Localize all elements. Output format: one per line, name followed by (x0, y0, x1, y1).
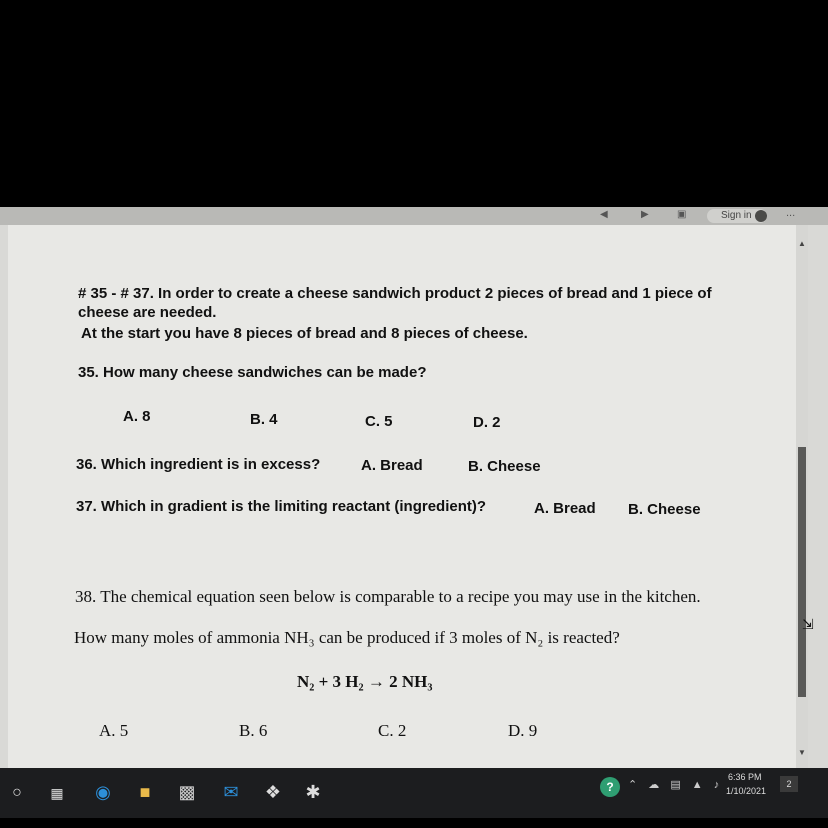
windows-taskbar (0, 768, 828, 818)
question-35: 35. How many cheese sandwiches can be made? (78, 364, 427, 381)
edge-icon[interactable]: ◉ (95, 782, 111, 802)
q35-option-a: A. 8 (123, 408, 151, 425)
mail-icon[interactable]: ✉ (223, 782, 239, 802)
document-page (8, 225, 796, 768)
notification-count: 2 (786, 779, 792, 789)
store-icon[interactable]: ▩ (178, 782, 196, 802)
forward-icon[interactable]: ▶ (641, 209, 649, 220)
q36-option-a: A. Bread (361, 457, 423, 474)
header-line-3: At the start you have 8 pieces of bread and 8 pieces of cheese. (81, 325, 528, 342)
q35-option-c: C. 5 (365, 413, 393, 430)
q35-option-d: D. 2 (473, 414, 501, 431)
scroll-down-icon[interactable]: ▼ (798, 748, 806, 757)
scroll-up-icon[interactable]: ▲ (798, 239, 806, 248)
q38-option-a: A. 5 (99, 721, 129, 740)
header-line-1: # 35 - # 37. In order to create a cheese sandwich product 2 pieces of bread and 1 piece of (78, 285, 712, 302)
q38-option-d: D. 9 (508, 721, 538, 740)
search-circle-icon[interactable]: ○ (12, 784, 22, 801)
browser-titlebar (0, 207, 828, 225)
header-line-2: cheese are needed. (78, 304, 217, 321)
q38-option-b: B. 6 (239, 721, 268, 740)
mouse-pointer-icon: ⇲ (802, 616, 814, 632)
q35-option-b: B. 4 (250, 411, 278, 428)
dropbox-icon[interactable]: ❖ (264, 782, 282, 802)
clock-date[interactable]: 1/10/2021 (726, 786, 767, 796)
app-icon[interactable]: ✱ (305, 782, 321, 802)
notification-center-icon[interactable] (780, 776, 798, 792)
q36-option-b: B. Cheese (468, 458, 541, 475)
question-37: 37. Which in gradient is the limiting reactant (ingredient)? (76, 498, 487, 515)
question-38-line-2: How many moles of ammonia NH₃ can be produced if 3 moles of N₂ is reacted? (74, 628, 620, 647)
q38-option-c: C. 2 (378, 721, 407, 740)
question-38-line-1: 38. The chemical equation seen below is comparable to a recipe you may use in the kitchen. (75, 587, 701, 606)
system-tray-icons[interactable]: ⌃ ☁ ▤ ▲ ♪ (628, 779, 724, 791)
clock-time[interactable]: 6:36 PM (728, 772, 762, 782)
sign-in-label: Sign in (721, 210, 752, 221)
file-explorer-icon[interactable]: ■ (139, 782, 151, 802)
q37-option-b: B. Cheese (628, 501, 701, 518)
scrollbar-thumb[interactable] (798, 447, 806, 697)
help-icon[interactable]: ? (600, 777, 620, 797)
avatar[interactable] (755, 210, 767, 222)
question-36: 36. Which ingredient is in excess? (76, 456, 321, 473)
browser-window (0, 207, 828, 768)
back-icon[interactable]: ◀ (600, 209, 608, 220)
more-menu-button[interactable]: ... (786, 207, 796, 219)
q37-option-a: A. Bread (534, 500, 596, 517)
new-tab-icon[interactable]: ▣ (677, 209, 687, 220)
vertical-scrollbar[interactable] (796, 225, 808, 768)
chemical-equation: N₂ + 3 H₂ → 2 NH₃ (297, 672, 433, 691)
task-view-icon[interactable]: ▦ (50, 785, 64, 801)
